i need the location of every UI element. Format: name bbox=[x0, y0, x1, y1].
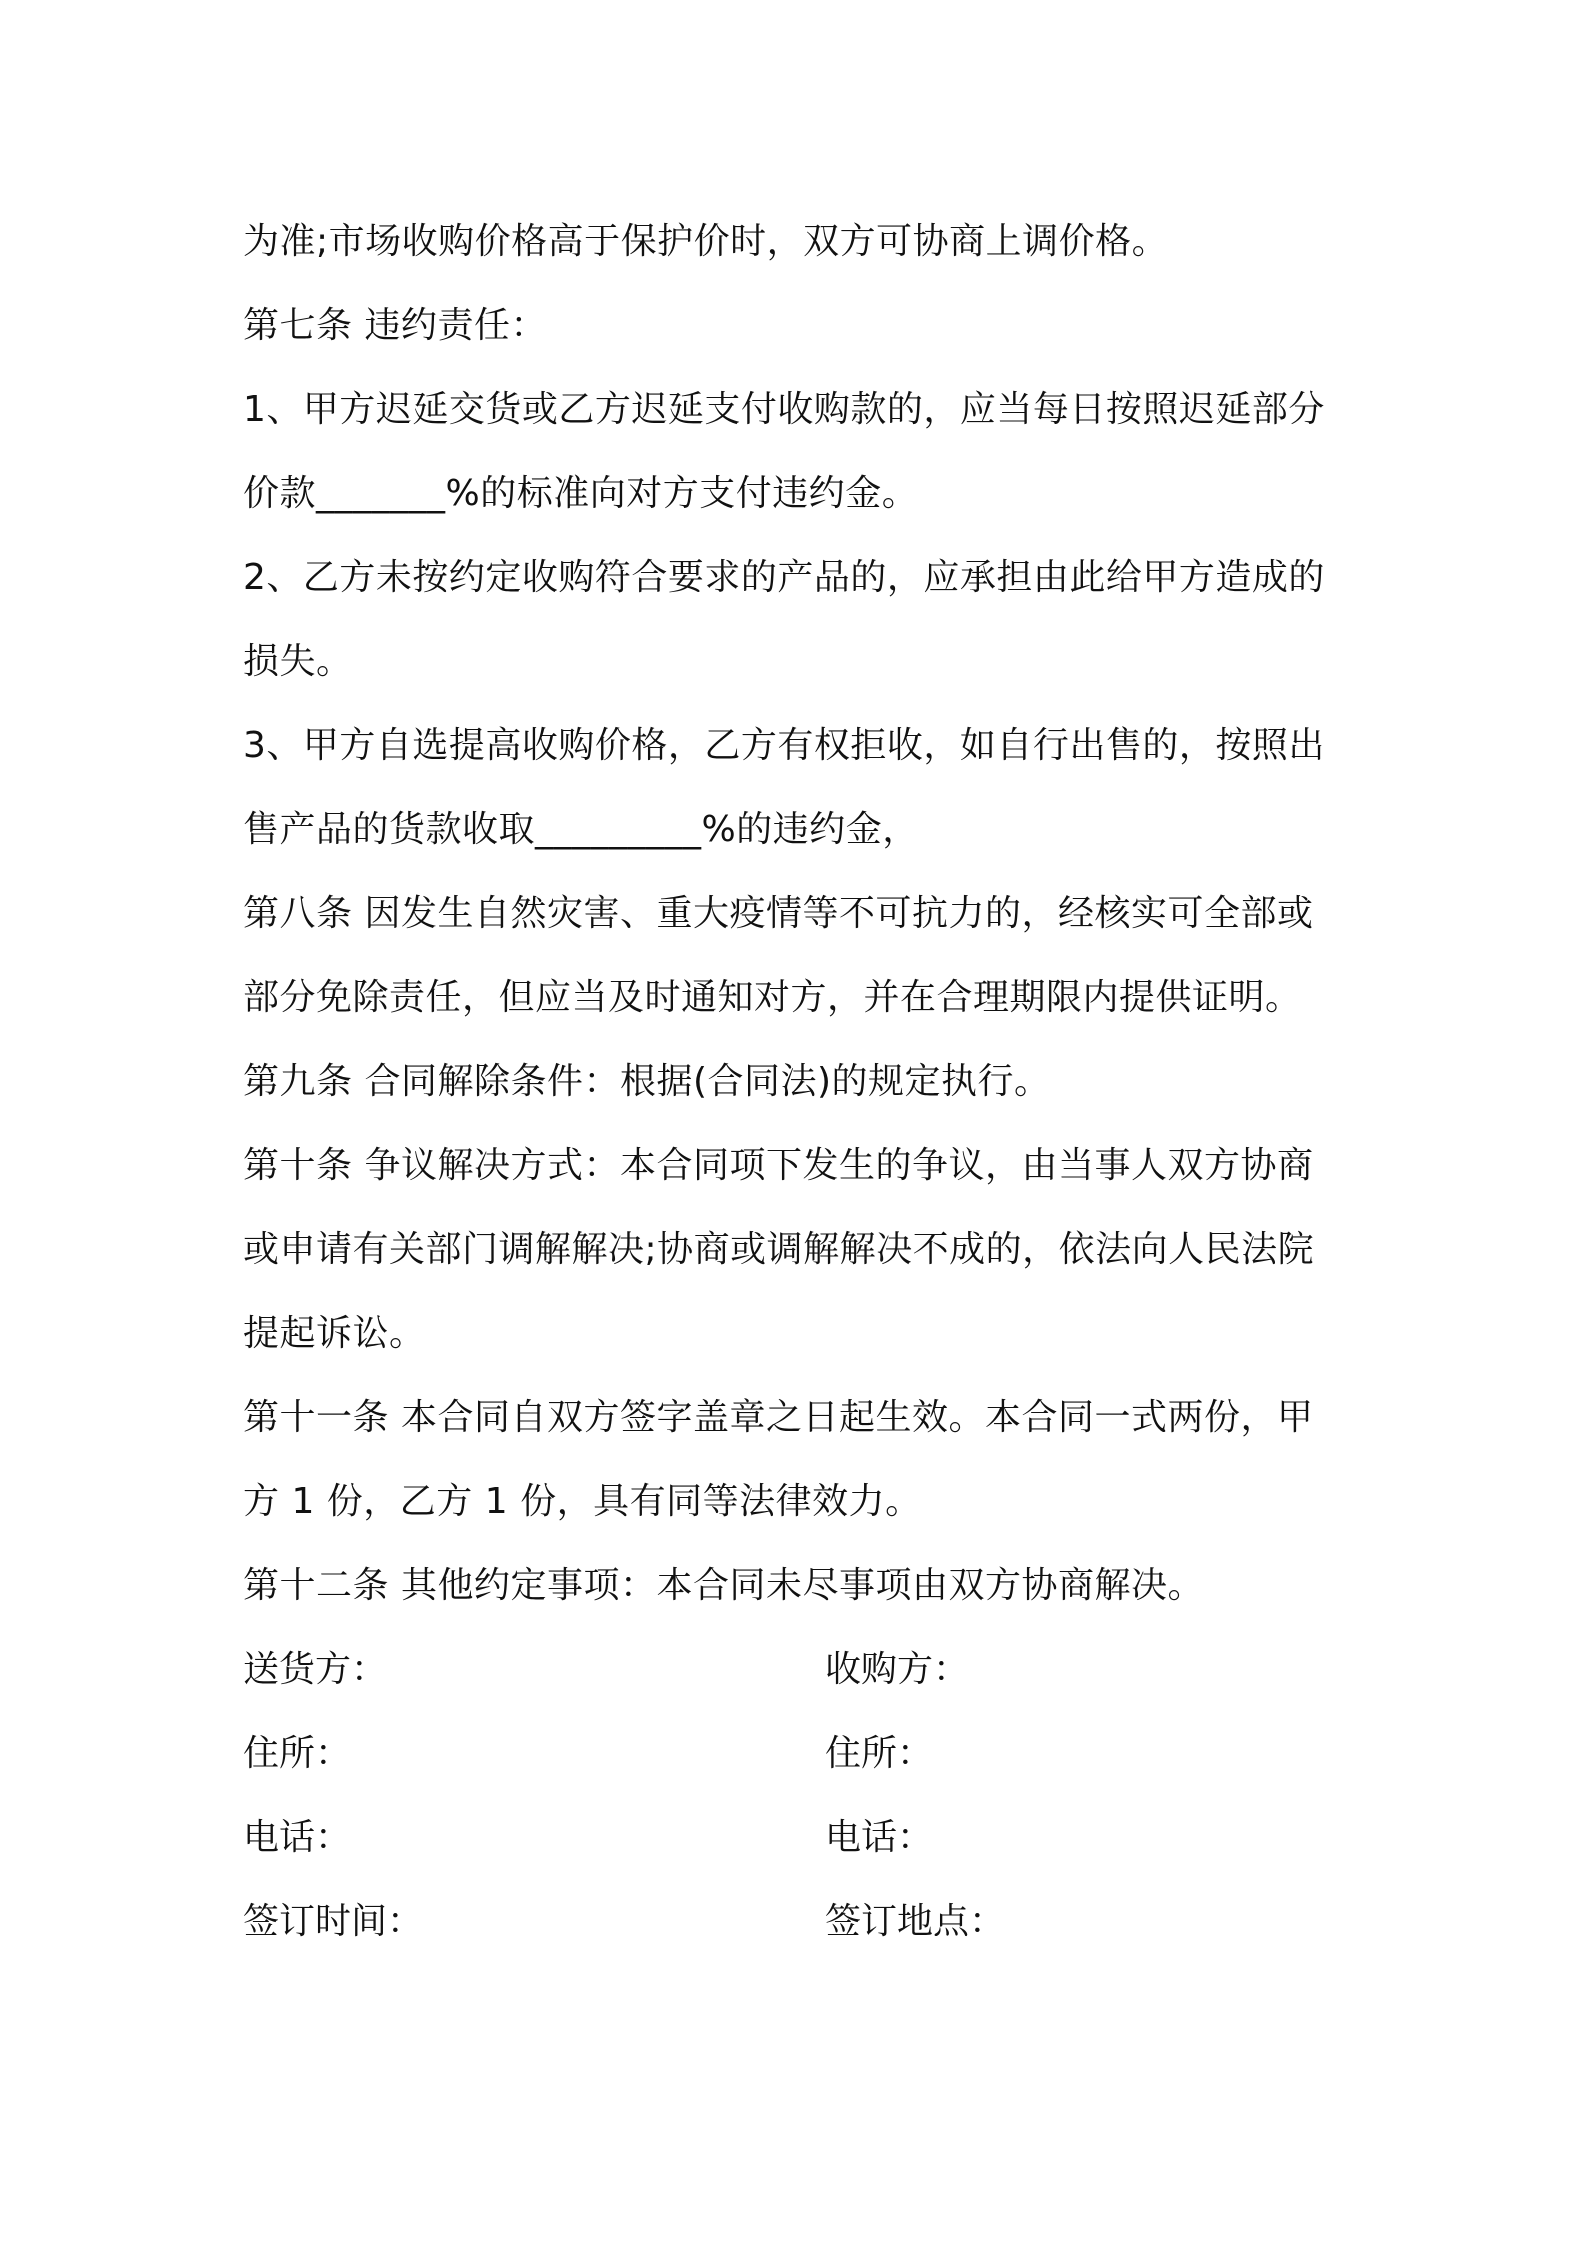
text-line: 为准;市场收购价格高于保护价时，双方可协商上调价格。 bbox=[243, 221, 1169, 262]
purchaser-phone-label: 电话： bbox=[825, 1817, 934, 1858]
supplier-address-label: 住所： bbox=[243, 1733, 352, 1774]
text-line: 或申请有关部门调解解决;协商或调解解决不成的，依法向人民法院 bbox=[243, 1229, 1315, 1270]
supplier-phone-label: 电话： bbox=[243, 1817, 352, 1858]
text-line: 损失。 bbox=[243, 641, 353, 682]
text-line: 3、甲方自选提高收购价格，乙方有权拒收，如自行出售的，按照出 bbox=[243, 725, 1325, 766]
signing-date-label: 签订时间： bbox=[243, 1901, 424, 1942]
text-line: 1、甲方迟延交货或乙方迟延支付收购款的，应当每日按照迟延部分 bbox=[243, 389, 1325, 430]
text-line: 部分免除责任，但应当及时通知对方，并在合理期限内提供证明。 bbox=[243, 977, 1302, 1018]
article-8-text: 第八条 因发生自然灾害、重大疫情等不可抗力的，经核实可全部或 bbox=[243, 893, 1314, 934]
signature-row-phone bbox=[243, 1796, 1363, 1880]
signature-row-date-place bbox=[243, 1880, 1363, 1964]
text-line: 售产品的货款收取_________%的违约金， bbox=[243, 809, 919, 850]
text-line: 方 1 份，乙方 1 份，具有同等法律效力。 bbox=[243, 1481, 922, 1522]
text-line: 价款_______%的标准向对方支付违约金。 bbox=[243, 473, 919, 514]
text-line: 提起诉讼。 bbox=[243, 1313, 426, 1354]
document-body bbox=[243, 200, 1363, 1964]
signing-place-label: 签订地点： bbox=[825, 1901, 1006, 1942]
purchaser-label: 收购方： bbox=[825, 1649, 970, 1690]
text-line: 2、乙方未按约定收购符合要求的产品的，应承担由此给甲方造成的 bbox=[243, 557, 1325, 598]
article-12-text: 第十二条 其他约定事项：本合同未尽事项由双方协商解决。 bbox=[243, 1565, 1204, 1606]
supplier-label: 送货方： bbox=[243, 1649, 388, 1690]
article-11-text: 第十一条 本合同自双方签字盖章之日起生效。本合同一式两份，甲 bbox=[243, 1397, 1314, 1438]
article-7-heading: 第七条 违约责任： bbox=[243, 305, 547, 346]
article-10-text: 第十条 争议解决方式：本合同项下发生的争议，由当事人双方协商 bbox=[243, 1145, 1314, 1186]
signature-row-party bbox=[243, 1628, 1363, 1712]
signature-row-address bbox=[243, 1712, 1363, 1796]
purchaser-address-label: 住所： bbox=[825, 1733, 934, 1774]
article-9-text: 第九条 合同解除条件：根据(合同法)的规定执行。 bbox=[243, 1061, 1051, 1102]
